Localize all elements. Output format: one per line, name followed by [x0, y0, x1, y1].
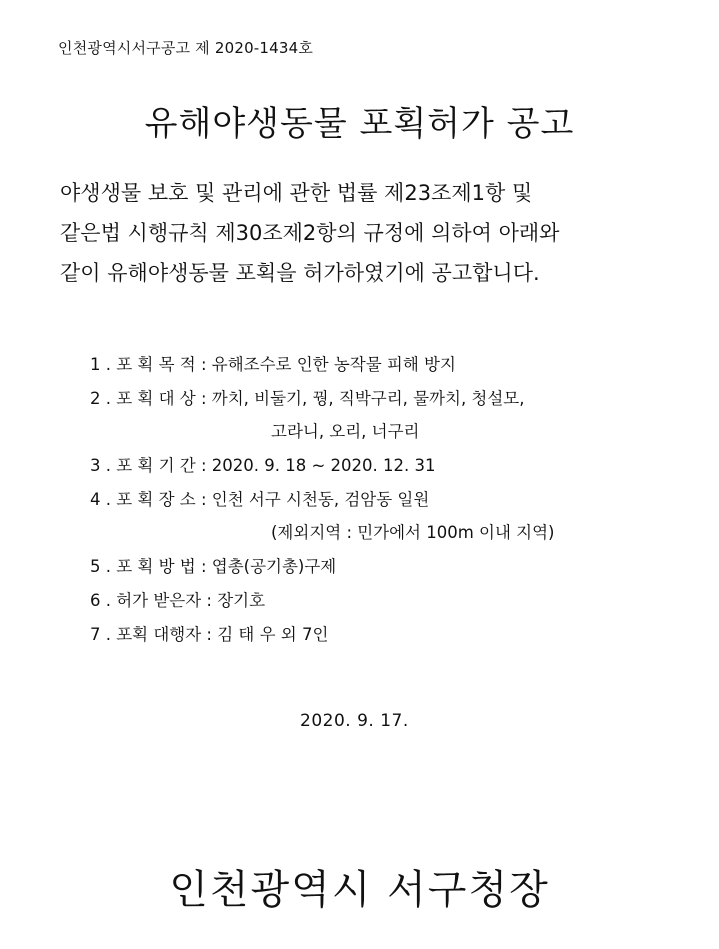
- notice-number: 인천광역시서구공고 제 2020-1434호: [58, 39, 314, 57]
- intro-paragraph: [60, 173, 710, 293]
- intro-line: 야생생물 보호 및 관리에 관한 법률 제23조제1항 및: [60, 181, 533, 205]
- intro-line: 같이 유해야생동물 포획을 허가하였기에 공고합니다.: [60, 261, 540, 285]
- list-item-purpose: 1 . 포 획 목 적 : 유해조수로 인한 농작물 피해 방지: [90, 355, 456, 374]
- list-item-period: 3 . 포 획 기 간 : 2020. 9. 18 ~ 2020. 12. 31: [90, 456, 436, 476]
- intro-line: 같은법 시행규칙 제30조제2항의 규정에 의하여 아래와: [60, 221, 560, 245]
- list-item-target-continued: 고라니, 오리, 너구리: [271, 422, 420, 442]
- permit-details-list: [90, 348, 715, 651]
- page-title: 유해야생동물 포획허가 공고: [144, 104, 575, 144]
- notice-date: 2020. 9. 17.: [300, 711, 409, 731]
- list-item-method: 5 . 포 획 방 법 : 엽총(공기총)구제: [90, 557, 337, 577]
- list-item-target: 2 . 포 획 대 상 : 까치, 비둘기, 꿩, 직박구리, 물까치, 청설모,: [90, 388, 525, 408]
- list-item-location-exclusion: (제외지역 : 민가에서 100m 이내 지역): [271, 523, 555, 543]
- issuer-signature: 인천광역시 서구청장: [169, 867, 550, 913]
- list-item-location: 4 . 포 획 장 소 : 인천 서구 시천동, 검암동 일원: [90, 489, 430, 509]
- list-item-permit-holder: 6 . 허가 받은자 : 장기호: [90, 590, 266, 610]
- list-item-agents: 7 . 포획 대행자 : 김 태 우 외 7인: [90, 624, 329, 644]
